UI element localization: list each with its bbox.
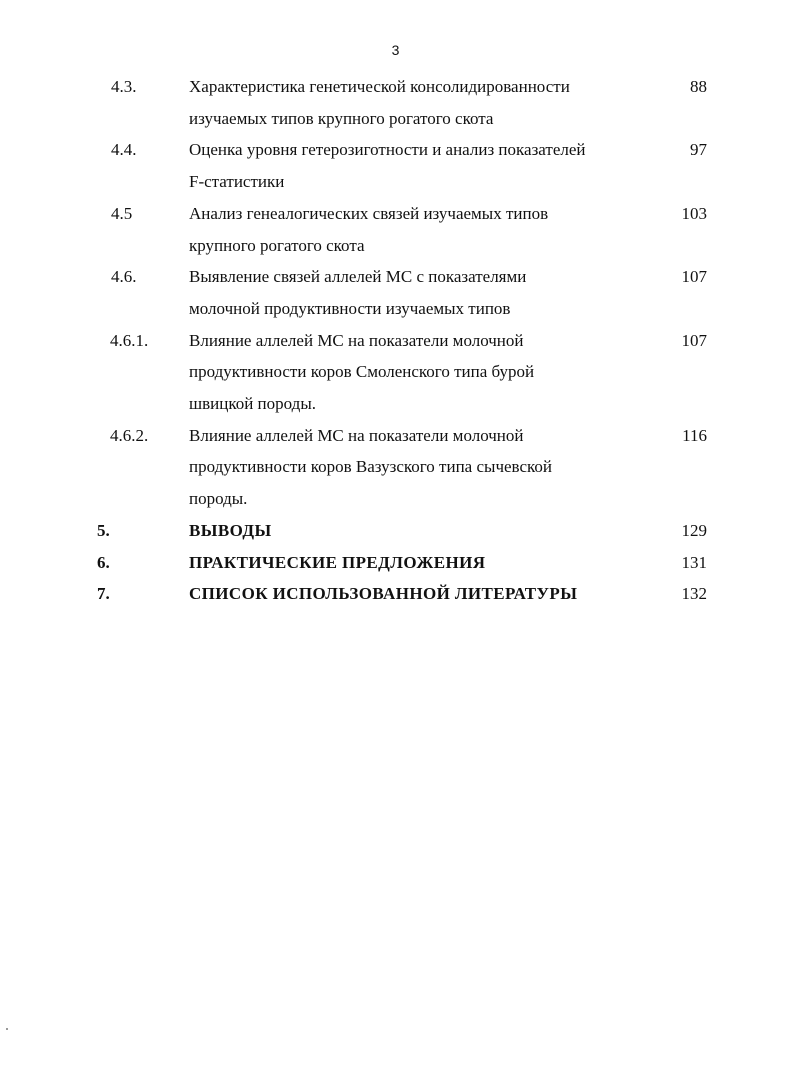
toc-title-line: Анализ генеалогических связей изучаемых типов — [189, 203, 549, 223]
toc-entry-title — [189, 198, 649, 261]
toc-title-line: Характеристика генетической консолидированности — [189, 77, 570, 96]
toc-entry-page: 129 — [681, 520, 707, 540]
toc-entry-4-3 — [0, 71, 791, 134]
toc-entry-number: 4.3. — [111, 77, 137, 96]
toc-entry-title — [189, 71, 649, 134]
toc-entry-5 — [0, 515, 791, 547]
toc-title-line: Влияние аллелей МС на показатели молочной — [189, 330, 524, 350]
toc-title-line: породы. — [189, 489, 248, 509]
toc-entry-page: 116 — [682, 425, 707, 445]
toc-entry-title — [189, 134, 649, 197]
toc-entry-number: 4.6. — [111, 267, 137, 287]
toc-entry-6 — [0, 547, 791, 579]
table-of-contents — [0, 71, 791, 610]
toc-entry-title — [189, 515, 649, 547]
toc-entry-number: 4.6.2. — [110, 425, 149, 445]
toc-entry-4-6-1 — [0, 325, 791, 420]
toc-title-line: ВЫВОДЫ — [189, 520, 272, 540]
toc-entry-4-5 — [0, 198, 791, 261]
page-number: 3 — [391, 42, 400, 58]
toc-title-line: СПИСОК ИСПОЛЬЗОВАННОЙ ЛИТЕРАТУРЫ — [189, 584, 578, 604]
toc-entry-number: 5. — [97, 520, 110, 540]
toc-title-line: продуктивности коров Вазузского типа сычевской — [189, 457, 553, 477]
toc-entry-title — [189, 547, 649, 579]
toc-entry-page: 131 — [681, 552, 707, 572]
toc-title-line: крупного рогатого скота — [189, 235, 365, 255]
toc-title-line: швицкой породы. — [189, 394, 316, 414]
toc-entry-number: 6. — [97, 552, 110, 572]
toc-entry-4-6-2 — [0, 420, 791, 515]
toc-title-line: молочной продуктивности изучаемых типов — [189, 298, 511, 318]
toc-title-line: продуктивности коров Смоленского типа бурой — [189, 362, 535, 382]
scan-speck — [6, 1028, 8, 1030]
toc-entry-page: 88 — [690, 77, 707, 96]
toc-entry-number: 7. — [97, 584, 110, 604]
toc-entry-number: 4.5 — [111, 203, 133, 223]
toc-entry-page: 103 — [681, 203, 707, 223]
toc-title-line: F-статистики — [189, 172, 285, 192]
toc-entry-page: 107 — [681, 267, 707, 287]
toc-entry-title — [189, 420, 649, 515]
toc-title-line: Влияние аллелей МС на показатели молочной — [189, 425, 524, 445]
toc-entry-page: 97 — [690, 140, 707, 160]
toc-entry-7 — [0, 578, 791, 610]
toc-entry-page: 107 — [681, 330, 707, 350]
toc-title-line: Выявление связей аллелей МС с показателями — [189, 267, 527, 287]
toc-entry-number: 4.4. — [111, 140, 137, 160]
toc-entry-title — [189, 578, 649, 610]
toc-entry-title — [189, 261, 649, 324]
toc-entry-4-4 — [0, 134, 791, 197]
toc-title-line: Оценка уровня гетерозиготности и анализ показателей — [189, 140, 586, 160]
toc-title-line: ПРАКТИЧЕСКИЕ ПРЕДЛОЖЕНИЯ — [189, 552, 486, 572]
toc-entry-number: 4.6.1. — [110, 330, 149, 350]
toc-entry-page: 132 — [681, 584, 707, 604]
toc-entry-title — [189, 325, 649, 420]
toc-title-line: изучаемых типов крупного рогатого скота — [189, 108, 494, 128]
toc-entry-4-6 — [0, 261, 791, 324]
